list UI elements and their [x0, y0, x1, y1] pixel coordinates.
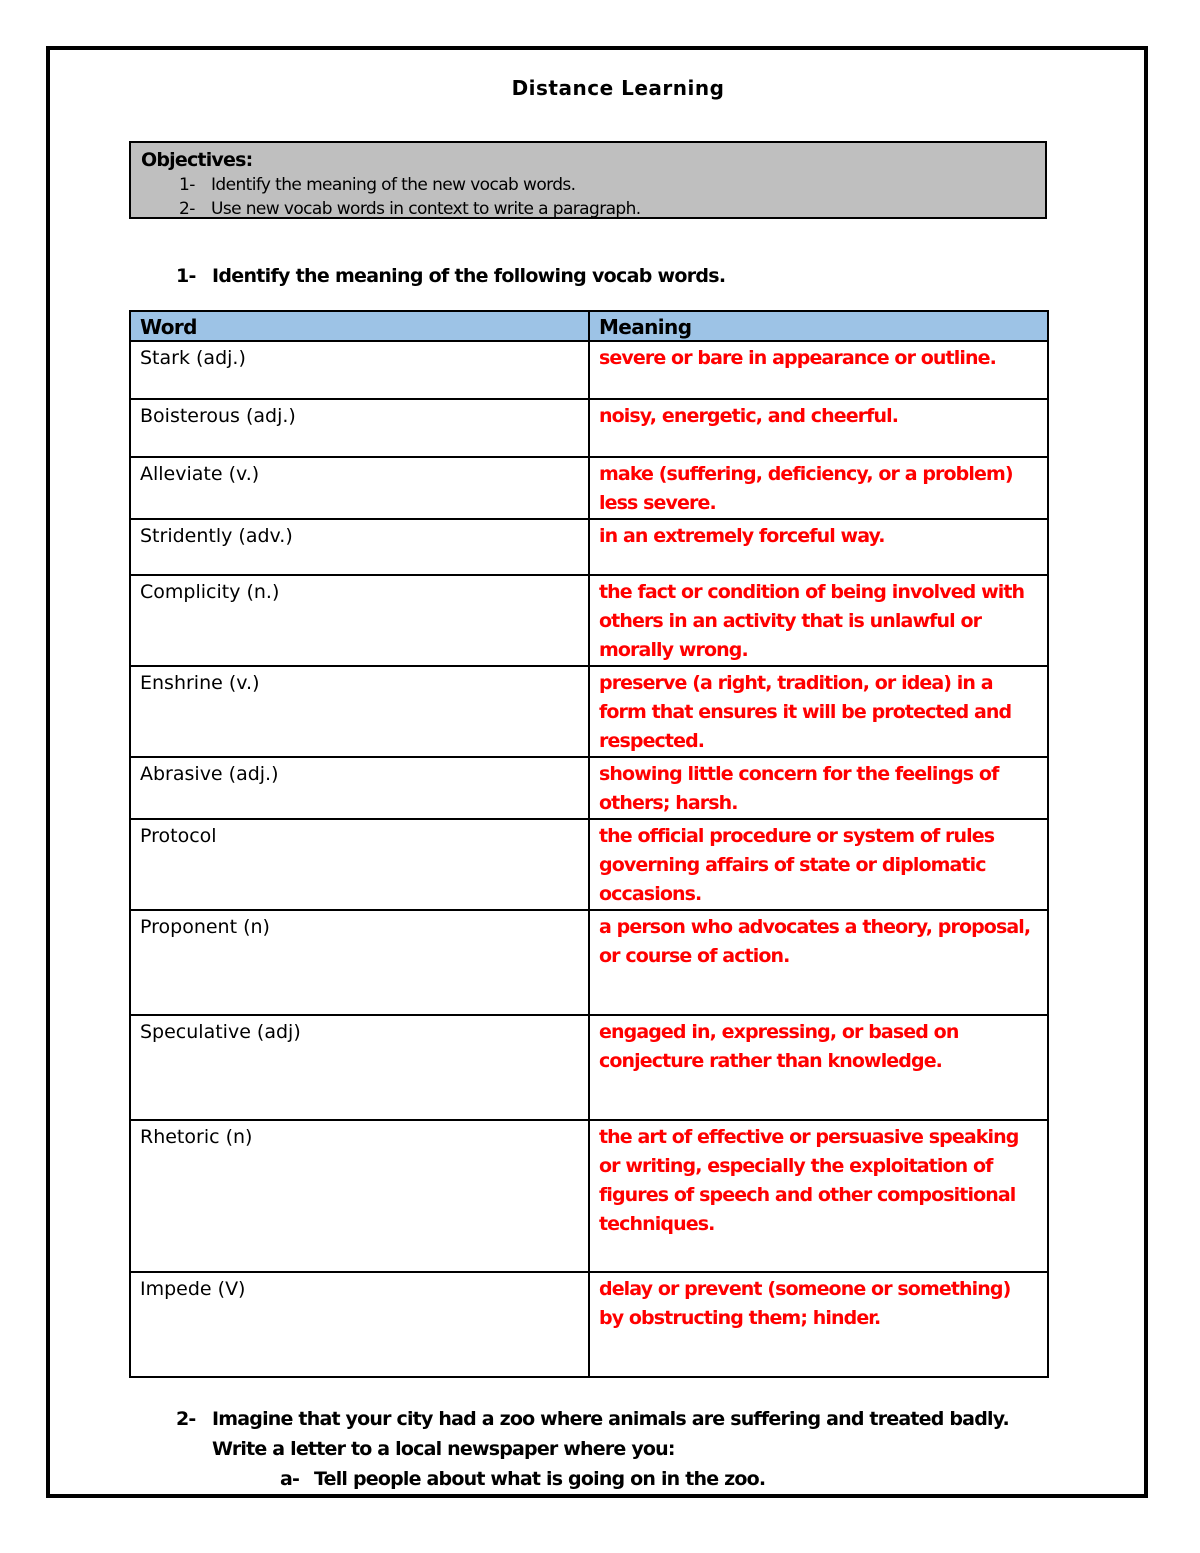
objective-text: Identify the meaning of the new vocab words. — [211, 175, 576, 195]
meaning-cell: engaged in, expressing, or based on conjecture rather than knowledge. — [589, 1015, 1048, 1120]
objective-text: Use new vocab words in context to write a paragraph. — [211, 199, 641, 219]
table-row — [130, 910, 1048, 1015]
subitem-letter: a- — [280, 1468, 300, 1490]
word-cell: Abrasive (adj.) — [130, 757, 589, 819]
meaning-cell: showing little concern for the feelings of others; harsh. — [589, 757, 1048, 819]
objectives-box — [129, 141, 1047, 219]
task-1-instruction — [176, 265, 725, 287]
meaning-cell: preserve (a right, tradition, or idea) in a form that ensures it will be protected and respected. — [589, 666, 1048, 757]
table-row — [130, 399, 1048, 457]
table-row — [130, 1015, 1048, 1120]
table-row — [130, 1120, 1048, 1272]
page-title: Distance Learning — [511, 76, 725, 100]
objective-number: 1- — [179, 175, 195, 195]
word-cell: Complicity (n.) — [130, 575, 589, 666]
word-cell: Speculative (adj) — [130, 1015, 589, 1120]
table-row — [130, 757, 1048, 819]
objective-number: 2- — [179, 199, 195, 219]
word-cell: Stark (adj.) — [130, 341, 589, 399]
meaning-cell: noisy, energetic, and cheerful. — [589, 399, 1048, 457]
table-header-row — [130, 311, 1048, 341]
word-cell: Proponent (n) — [130, 910, 589, 1015]
word-cell: Boisterous (adj.) — [130, 399, 589, 457]
table-row — [130, 341, 1048, 399]
word-cell: Impede (V) — [130, 1272, 589, 1377]
word-cell: Stridently (adv.) — [130, 519, 589, 575]
meaning-cell: the fact or condition of being involved with others in an activity that is unlawful or morally wrong. — [589, 575, 1048, 666]
word-cell: Rhetoric (n) — [130, 1120, 589, 1272]
column-header-word: Word — [130, 311, 589, 341]
objective-item — [141, 173, 1035, 197]
subitem-text: Tell people about what is going on in the zoo. — [314, 1468, 766, 1490]
task-2-subitem — [176, 1464, 1076, 1494]
objectives-heading: Objectives: — [141, 149, 253, 171]
meaning-cell: the art of effective or persuasive speaking or writing, especially the exploitation of figures of speech and other compositional techniques. — [589, 1120, 1048, 1272]
table-row — [130, 457, 1048, 519]
objective-item — [141, 197, 1035, 221]
vocab-table — [129, 310, 1049, 1378]
meaning-cell: delay or prevent (someone or something) by obstructing them; hinder. — [589, 1272, 1048, 1377]
task-2-line-2: Write a letter to a local newspaper where you: — [212, 1438, 675, 1460]
word-cell: Alleviate (v.) — [130, 457, 589, 519]
task-number: 2- — [176, 1408, 196, 1430]
meaning-cell: the official procedure or system of rules governing affairs of state or diplomatic occasions. — [589, 819, 1048, 910]
meaning-cell: severe or bare in appearance or outline. — [589, 341, 1048, 399]
task-2-line-1 — [176, 1404, 1076, 1434]
word-cell: Protocol — [130, 819, 589, 910]
word-cell: Enshrine (v.) — [130, 666, 589, 757]
task-text: Identify the meaning of the following vocab words. — [212, 265, 726, 287]
table-row — [130, 519, 1048, 575]
column-header-meaning: Meaning — [589, 311, 1048, 341]
table-row — [130, 666, 1048, 757]
table-row — [130, 1272, 1048, 1377]
task-text: Imagine that your city had a zoo where animals are suffering and treated badly. — [212, 1408, 1009, 1430]
task-2-instruction — [176, 1404, 1076, 1494]
meaning-cell: in an extremely forceful way. — [589, 519, 1048, 575]
table-row — [130, 819, 1048, 910]
meaning-cell: a person who advocates a theory, proposal, or course of action. — [589, 910, 1048, 1015]
table-row — [130, 575, 1048, 666]
meaning-cell: make (suffering, deficiency, or a problem) less severe. — [589, 457, 1048, 519]
task-number: 1- — [176, 265, 196, 287]
